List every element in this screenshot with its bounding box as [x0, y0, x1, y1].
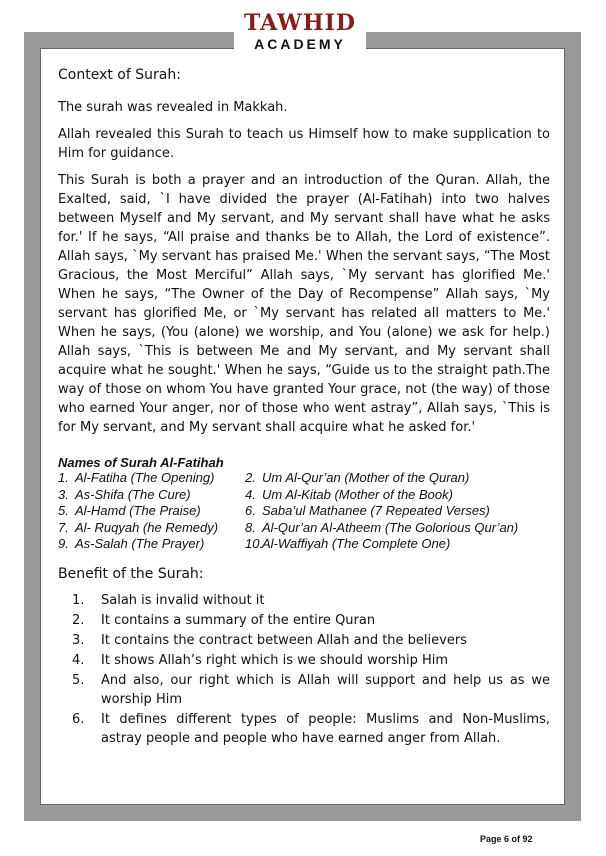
- benefit-item: 4. It shows Allah’s right which is we should worship Him: [72, 652, 449, 668]
- names-item: 7. Al- Ruqyah (he Remedy): [58, 519, 219, 535]
- main-content: [58, 66, 550, 749]
- context-paragraph-2: Allah revealed this Surah to teach us Himself how to make supplication to Him for guidance.: [58, 127, 550, 161]
- context-heading: Context of Surah:: [58, 67, 181, 83]
- benefits-list: [58, 591, 550, 748]
- benefit-item: 6. It defines different types of people: Muslims and Non-Muslims, astray people and people who have earned anger from Allah.: [72, 711, 550, 746]
- names-item: 8. Al-Qur’an Al-Atheem (The Golorious Qur’an): [245, 519, 519, 535]
- names-item: 6. Saba’ul Mathanee (7 Repeated Verses): [245, 503, 490, 518]
- names-item: 5. Al-Hamd (The Praise): [58, 503, 201, 518]
- benefit-item: 3. It contains the contract between Allah and the believers: [72, 632, 467, 648]
- names-item: 3. As-Shifa (The Cure): [58, 486, 191, 502]
- logo-line1: TAWHID: [243, 10, 356, 36]
- names-item: 4. Um Al-Kitab (Mother of the Book): [245, 486, 453, 502]
- names-item: 10.Al-Waffiyah (The Complete One): [245, 536, 451, 551]
- benefit-item: 1. Salah is invalid without it: [72, 592, 265, 608]
- names-item: 1. Al-Fatiha (The Opening): [58, 470, 215, 485]
- context-paragraph-1: The surah was revealed in Makkah.: [58, 100, 288, 115]
- benefit-item: 5. And also, our right which is Allah will support and help us as we worship Him: [72, 672, 550, 707]
- context-paragraph-3: This Surah is both a prayer and an introduction of the Quran. Allah, the Exalted, said, `I have divided the prayer (Al-Fatihah) into two halves between Myself and My servant, and My servant shall have what he asks for.' If he says, “All praise and thanks be to Allah, the Lord of existence”. Allah says, `My servant has praised Me.' When the servant says, “The Most Gracious, the Most Merciful” Allah says, `My servant has glorified Me.' When he says, “The Owner of the Day of Recompense” Allah says, `My servant has glorified Me, or `My servant has related all matters to Me.' When he says, (You (alone) we worship, and You (alone) we ask for help.) Allah says, `This is between Me and My servant, and My servant shall acquire what he sought.' When he says, “Guide us to the straight path.The way of those on whom You have granted Your grace, not (the way) of those who earned Your anger, nor of those who went astray”, Allah says, `This is for My servant, and My servant shall acquire what he asked for.': [58, 173, 550, 435]
- benefit-item: 2. It contains a summary of the entire Quran: [72, 612, 376, 628]
- logo-line2: ACADEMY: [254, 36, 346, 52]
- names-item: 2. Um Al-Qur’an (Mother of the Quran): [245, 470, 470, 485]
- names-heading: Names of Surah Al-Fatihah: [58, 455, 224, 470]
- benefits-heading: Benefit of the Surah:: [58, 565, 204, 582]
- page-number: Page 6 of 92: [480, 834, 533, 844]
- names-list: [58, 470, 550, 553]
- names-item: 9. As-Salah (The Prayer): [58, 536, 205, 551]
- tawhid-academy-logo: [234, 12, 366, 54]
